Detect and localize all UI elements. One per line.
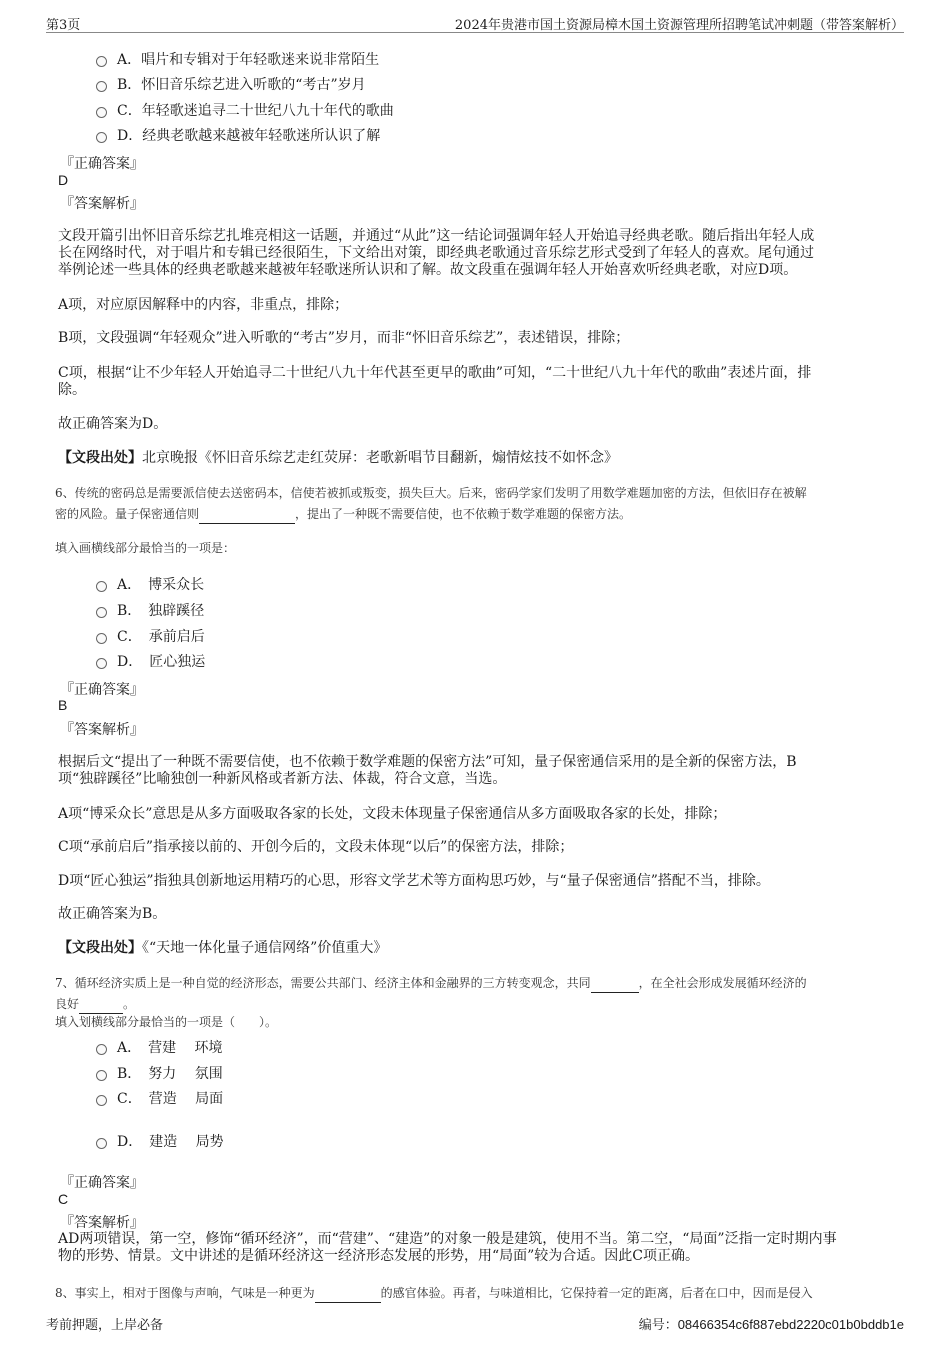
radio-icon[interactable] <box>96 132 107 143</box>
q5-answer-label: 『正确答案』 <box>60 156 144 172</box>
document-id: 编号：08466354c6f887ebd2220c01b0bddb1e <box>638 1317 904 1332</box>
blank-line <box>199 503 295 524</box>
q6-stem: 6、传统的密码总是需要派信使去送密码本，信使若被抓或叛变，损失巨大。后来，密码学家们发明了用数学难题加密的方法，但依旧存在被解 密的风险。量子保密通信则 ，提出了一种既不需要信使，也不依赖于数学难题的保密方法。 <box>55 483 900 524</box>
q5-c-note: C项，根据“让不少年轻人开始追寻二十世纪八九十年代甚至更早的歌曲”可知，“二十世纪八九十年代的歌曲”表述片面，排 除。 <box>58 365 812 398</box>
q6-a-note: A项“博采众长”意思是从多方面吸取各家的长处，文段未体现量子保密通信从多方面吸取各家的长处，排除； <box>58 806 727 822</box>
q7-option-a[interactable]: A． 营建 环境 <box>96 1037 223 1057</box>
q6-option-c[interactable]: C． 承前启后 <box>96 626 205 646</box>
q7-stem: 7、循环经济实质上是一种自觉的经济形态，需要公共部门、经济主体和金融界的三方转变观念，共同 ，在全社会形成发展循环经济的 良好 。 <box>55 972 900 1014</box>
radio-icon[interactable] <box>96 1095 107 1106</box>
radio-icon[interactable] <box>96 81 107 92</box>
q5-option-a[interactable]: A．唱片和专辑对于年轻歌迷来说非常陌生 <box>96 49 379 69</box>
q5-analysis: 文段开篇引出怀旧音乐综艺扎堆亮相这一话题，并通过“从此”这一结论词强调年轻人开始追寻经典老歌。随后指出年轻人成 长在网络时代，对于唱片和专辑已经很陌生，下文给出对策，即经典老歌通过音乐综艺形式受到了年轻人的喜欢。尾句通过 举例论述一些具体的经典老歌越来越被年轻歌迷所认识和了解。故文段重在强调年轻人开始喜欢听经典老歌，对应D项。 <box>58 228 815 278</box>
radio-icon[interactable] <box>96 658 107 669</box>
radio-icon[interactable] <box>96 581 107 592</box>
q7-answer-label: 『正确答案』 <box>60 1175 144 1191</box>
q7-option-b[interactable]: B． 努力 氛围 <box>96 1063 223 1083</box>
footer-slogan: 考前押题，上岸必备 <box>46 1318 164 1333</box>
q7-answer: C <box>58 1191 69 1207</box>
q7-option-d[interactable]: D． 建造 局势 <box>96 1131 224 1151</box>
q5-option-b[interactable]: B．怀旧音乐综艺进入听歌的“考古”岁月 <box>96 74 366 94</box>
q7-option-c[interactable]: C． 营造 局面 <box>96 1088 223 1108</box>
radio-icon[interactable] <box>96 633 107 644</box>
page-number: 第3页 <box>46 18 81 33</box>
q6-answer: B <box>58 697 68 713</box>
q7-prompt: 填入划横线部分最恰当的一项是（ ）。 <box>55 1015 278 1029</box>
blank-line <box>591 972 639 993</box>
blank-line <box>79 993 123 1014</box>
q6-option-a[interactable]: A． 博采众长 <box>96 574 204 594</box>
radio-icon[interactable] <box>96 1138 107 1149</box>
q6-source: 【文段出处】《“天地一体化量子通信网络”价值重大》 <box>58 940 388 956</box>
q6-prompt: 填入画横线部分最恰当的一项是： <box>55 541 236 555</box>
document-title: 2024年贵港市国土资源局樟木国土资源管理所招聘笔试冲刺题（带答案解析） <box>454 18 904 33</box>
q6-answer-label: 『正确答案』 <box>60 682 144 698</box>
q8-stem: 8、事实上，相对于图像与声响，气味是一种更为 的感官体验。再者，与味道相比，它保持着一定的距离，后者在口中，因而是侵入 <box>55 1282 900 1303</box>
q5-conclusion: 故正确答案为D。 <box>58 416 168 432</box>
q5-option-c[interactable]: C．年轻歌迷追寻二十世纪八九十年代的歌曲 <box>96 100 394 120</box>
radio-icon[interactable] <box>96 107 107 118</box>
q5-analysis-label: 『答案解析』 <box>60 196 144 212</box>
q5-option-d[interactable]: D．经典老歌越来越被年轻歌迷所认识了解 <box>96 125 380 145</box>
q6-analysis-label: 『答案解析』 <box>60 722 144 738</box>
radio-icon[interactable] <box>96 607 107 618</box>
q6-option-d[interactable]: D． 匠心独运 <box>96 651 205 671</box>
q6-d-note: D项“匠心独运”指独具创新地运用精巧的心思，形容文学艺术等方面构思巧妙，与“量子保密通信”搭配不当，排除。 <box>58 873 770 889</box>
q5-answer: D <box>58 172 69 188</box>
radio-icon[interactable] <box>96 1070 107 1081</box>
q5-source: 【文段出处】北京晚报《怀旧音乐综艺走红荧屏：老歌新唱节目翻新，煽情炫技不如怀念》 <box>58 450 618 466</box>
q6-option-b[interactable]: B． 独辟蹊径 <box>96 600 204 620</box>
q5-b-note: B项，文段强调“年轻观众”进入听歌的“考古”岁月，而非“怀旧音乐综艺”，表述错误，排除； <box>58 330 630 346</box>
radio-icon[interactable] <box>96 1044 107 1055</box>
q5-a-note: A项，对应原因解释中的内容，非重点，排除； <box>58 297 349 313</box>
q6-conclusion: 故正确答案为B。 <box>58 906 167 922</box>
q6-analysis: 根据后文“提出了一种既不需要信使，也不依赖于数学难题的保密方法”可知，量子保密通信采用的是全新的保密方法，B 项“独辟蹊径”比喻独创一种新风格或者新方法、体裁，符合文意，当选。 <box>58 754 797 787</box>
q7-analysis-label: 『答案解析』 <box>60 1215 144 1231</box>
page-header <box>46 10 904 33</box>
q7-analysis: AD两项错误，第一空，修饰“循环经济”，而“营建”、“建造”的对象一般是建筑，使用不当。第二空，“局面”泛指一定时期内事 物的形势、情景。文中讲述的是循环经济这一经济形态发展的形势，用“局面”较为合适。因此C项正确。 <box>58 1231 837 1264</box>
blank-line <box>315 1282 381 1303</box>
radio-icon[interactable] <box>96 56 107 67</box>
q6-c-note: C项“承前启后”指承接以前的、开创今后的，文段未体现“以后”的保密方法，排除； <box>58 839 574 855</box>
